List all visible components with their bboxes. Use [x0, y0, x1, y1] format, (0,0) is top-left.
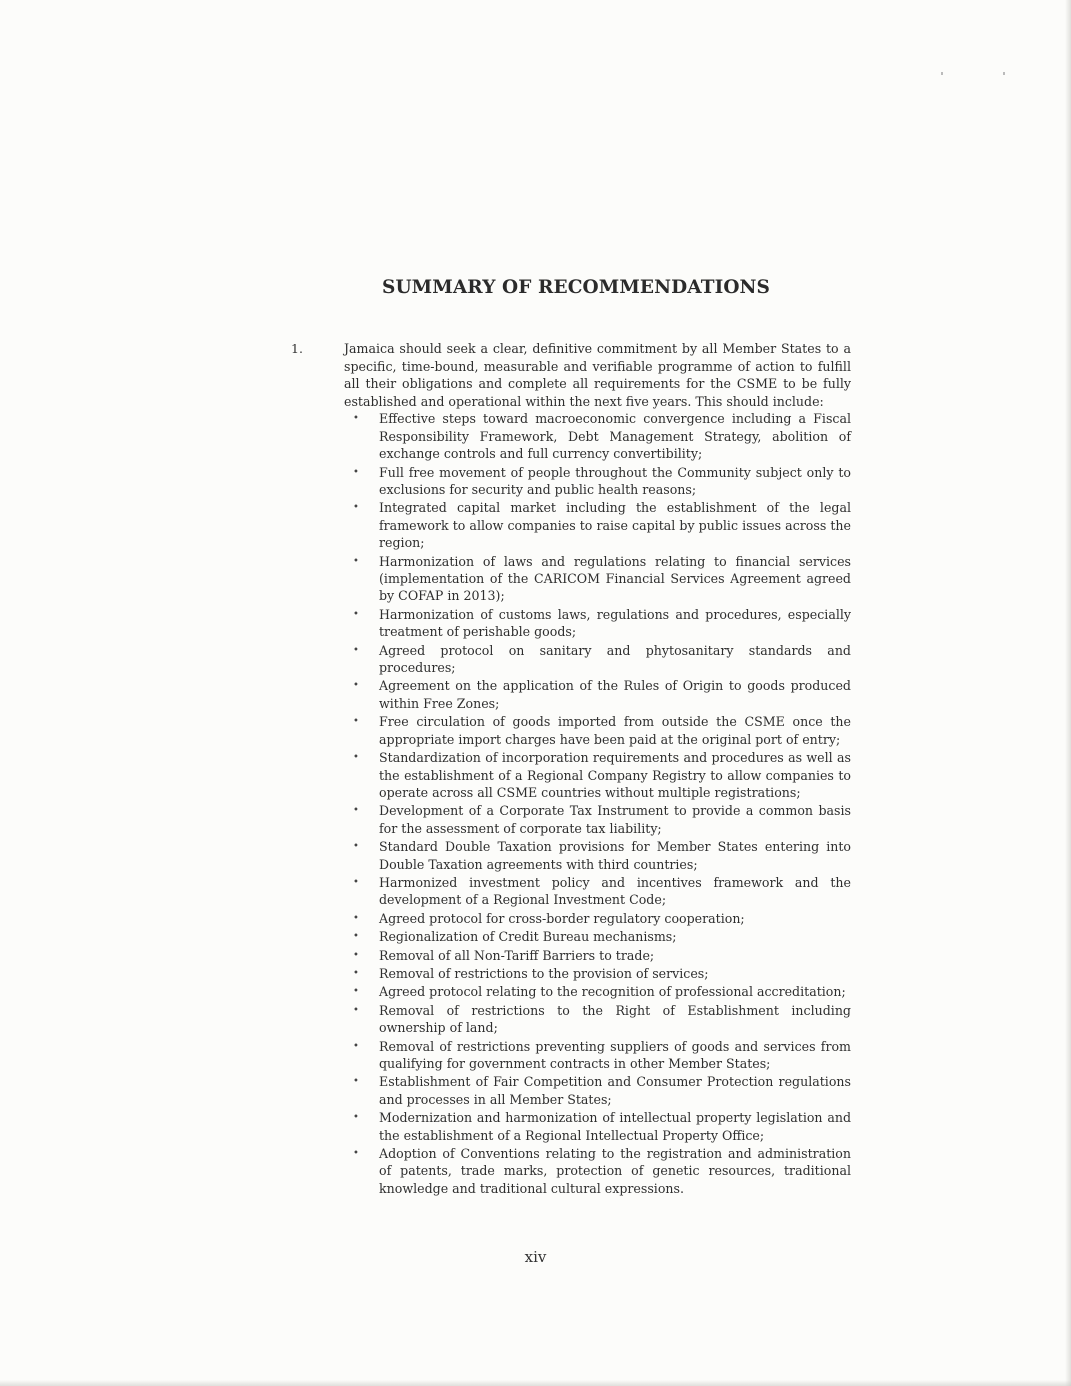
scan-speck: [941, 72, 943, 75]
list-item-text: Standardization of incorporation requirements and procedures as well as the establishment of a Regional Company Registry to allow companies to operate across all CSME countries without multiple registrations;: [379, 750, 851, 800]
list-item-text: Free circulation of goods imported from outside the CSME once the appropriate import charges have been paid at the original port of entry;: [379, 714, 851, 747]
list-item-text: Harmonization of laws and regulations relating to financial services (implementation of the CARICOM Financial Services Agreement agreed by COFAP in 2013);: [379, 553, 851, 604]
list-item-text: Full free movement of people throughout the Community subject only to exclusions for security and public health reasons;: [379, 464, 851, 497]
list-item: [344, 1073, 851, 1108]
bullet-icon: •: [353, 502, 359, 514]
list-item-text: Adoption of Conventions relating to the registration and administration of patents, trade marks, protection of genetic resources, traditional knowledge and traditional cultural expressions.: [379, 1146, 851, 1196]
recommendation-bullet-list: [344, 410, 851, 1197]
list-item-text: Modernization and harmonization of intellectual property legislation and the establishment of a Regional Intellectual Property Office;: [379, 1110, 851, 1143]
list-item: [344, 802, 851, 837]
bullet-icon: •: [353, 949, 359, 961]
bullet-icon: •: [353, 1040, 359, 1052]
list-item-text: Establishment of Fair Competition and Consumer Protection regulations and processes in all Member States;: [379, 1074, 851, 1107]
item-number: 1.: [291, 341, 303, 356]
bullet-icon: •: [353, 841, 359, 853]
bullet-icon: •: [353, 912, 359, 924]
bullet-icon: •: [353, 1076, 359, 1088]
list-item-text: Harmonized investment policy and incentives framework and the development of a Regional Investment Code;: [379, 874, 851, 908]
list-item-text: Removal of restrictions preventing suppliers of goods and services from qualifying for government contracts in other Member States;: [379, 1038, 851, 1071]
bullet-icon: •: [353, 1148, 359, 1160]
list-item: [344, 1038, 851, 1073]
list-item: [344, 838, 851, 873]
list-item-text: Regionalization of Credit Bureau mechanisms;: [379, 929, 677, 945]
list-item: [344, 642, 851, 677]
list-item: [344, 1109, 851, 1144]
list-item-text: Harmonization of customs laws, regulations and procedures, especially treatment of perishable goods;: [379, 606, 851, 640]
list-item-text: Agreed protocol relating to the recognition of professional accreditation;: [379, 984, 846, 1000]
list-item: [344, 1002, 851, 1037]
list-item-text: Standard Double Taxation provisions for Member States entering into Double Taxation agreements with third countries;: [379, 839, 851, 872]
bullet-icon: •: [353, 1004, 359, 1016]
list-item: [344, 947, 851, 964]
list-item: [344, 553, 851, 605]
bullet-icon: •: [353, 986, 359, 998]
bullet-icon: •: [353, 716, 359, 728]
list-item: [344, 606, 851, 641]
bullet-icon: •: [353, 752, 359, 764]
list-item: [344, 713, 851, 748]
list-item: [344, 464, 851, 499]
bullet-icon: •: [353, 680, 359, 692]
list-item: [344, 677, 851, 712]
list-item: [344, 499, 851, 551]
list-item-text: Removal of restrictions to the Right of Establishment including ownership of land;: [379, 1002, 851, 1036]
list-item: [344, 910, 851, 927]
bullet-icon: •: [353, 608, 359, 620]
bullet-icon: •: [353, 1112, 359, 1124]
scan-speck: [1003, 72, 1005, 75]
page-number: xiv: [524, 1248, 547, 1266]
scan-bottom-shadow: [0, 1380, 1071, 1386]
list-item-text: Effective steps toward macroeconomic convergence including a Fiscal Responsibility Framework, Debt Management Strategy, abolition of exchange controls and full currency convertibility;: [379, 411, 851, 462]
list-item-text: Agreed protocol for cross-border regulatory cooperation;: [379, 910, 745, 926]
list-item: [344, 1145, 851, 1197]
list-item-text: Development of a Corporate Tax Instrument to provide a common basis for the assessment of corporate tax liability;: [379, 803, 851, 836]
list-item-text: Agreed protocol on sanitary and phytosanitary standards and procedures;: [379, 642, 851, 676]
bullet-icon: •: [353, 876, 359, 888]
list-item: [344, 749, 851, 801]
scan-edge-shadow: [1065, 0, 1071, 1386]
list-item: [344, 928, 851, 945]
list-item-text: Agreement on the application of the Rules of Origin to goods produced within Free Zones;: [379, 678, 851, 711]
bullet-icon: •: [353, 931, 359, 943]
list-item: [344, 874, 851, 909]
bullet-icon: •: [353, 466, 359, 478]
page-title: SUMMARY OF RECOMMENDATIONS: [381, 277, 771, 298]
list-item-text: Integrated capital market including the establishment of the legal framework to allow companies to raise capital by public issues across the region;: [379, 500, 851, 551]
recommendation-item: [344, 340, 851, 1198]
bullet-icon: •: [353, 555, 359, 567]
recommendation-intro: Jamaica should seek a clear, definitive commitment by all Member States to a specific, time-bound, measurable and verifiable programme of action to fulfill all their obligations and complete all requirements for the CSME to be fully established and operational within the next five years. This should include:: [344, 341, 851, 409]
bullet-icon: •: [353, 413, 359, 425]
bullet-icon: •: [353, 644, 359, 656]
list-item: [344, 983, 851, 1000]
list-item-text: Removal of restrictions to the provision of services;: [379, 965, 709, 981]
bullet-icon: •: [353, 967, 359, 979]
list-item-text: Removal of all Non-Tariff Barriers to trade;: [379, 947, 655, 963]
list-item: [344, 410, 851, 462]
bullet-icon: •: [353, 805, 359, 817]
list-item: [344, 965, 851, 982]
